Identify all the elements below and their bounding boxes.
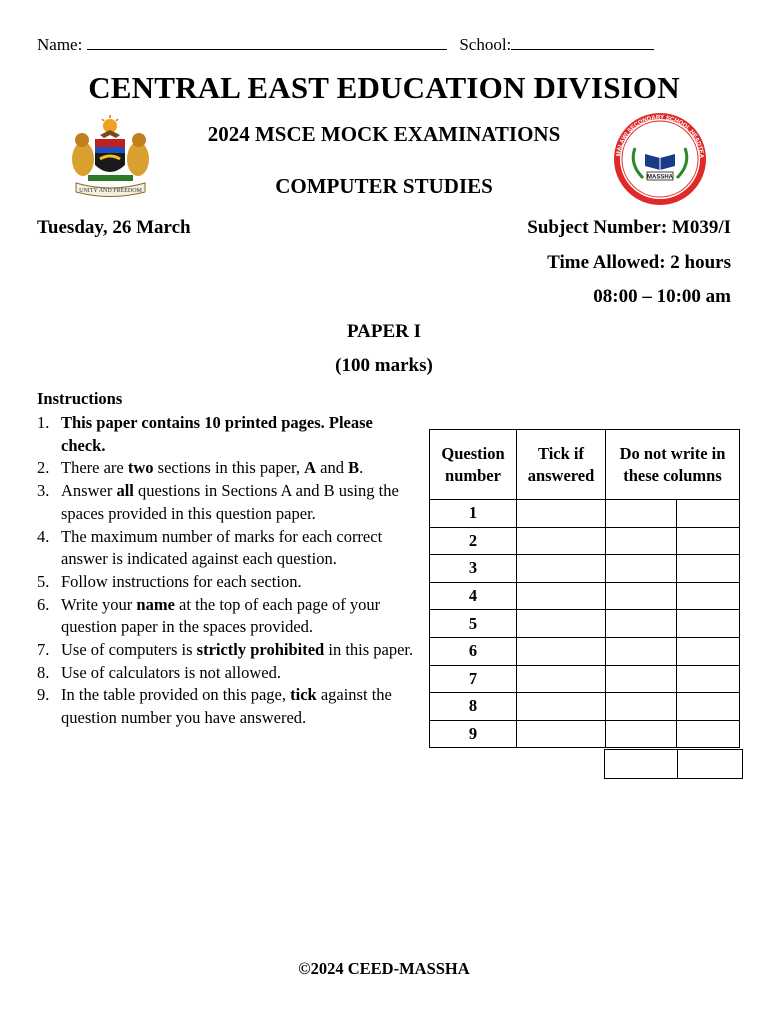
instruction-text: Use of calculators is not allowed. — [61, 662, 281, 682]
instruction-text: There are — [61, 458, 128, 478]
tick-cell[interactable] — [517, 500, 606, 528]
instruction-item — [37, 457, 417, 480]
instruction-text: questions in Sections A and B using the spaces provided in this question paper. — [61, 481, 399, 523]
examiner-cell — [606, 720, 677, 748]
instruction-text: A — [304, 458, 317, 478]
instruction-text: This paper contains 10 printed pages. Please check. — [61, 413, 373, 455]
instruction-number: 5. — [37, 571, 50, 591]
examiner-cell — [606, 693, 677, 721]
question-number-cell: 4 — [430, 582, 517, 610]
examiner-cell — [677, 665, 740, 693]
svg-text:MALAWI SECONDARY SCHOOL HEADTE: MALAWI SECONDARY SCHOOL HEADTEA — [616, 114, 705, 159]
table-row — [430, 610, 740, 638]
instruction-item — [37, 526, 417, 571]
tick-cell[interactable] — [517, 610, 606, 638]
examiner-cell — [606, 582, 677, 610]
table-row — [430, 555, 740, 583]
table-row — [430, 665, 740, 693]
tick-cell[interactable] — [517, 555, 606, 583]
examiner-cell — [606, 610, 677, 638]
question-number-cell: 5 — [430, 610, 517, 638]
name-school-line — [37, 33, 654, 55]
question-number-cell: 8 — [430, 693, 517, 721]
tick-cell[interactable] — [517, 637, 606, 665]
school-blank[interactable] — [511, 33, 654, 50]
instruction-text: B — [348, 458, 360, 478]
time-range: 08:00 – 10:00 am — [593, 286, 731, 307]
exam-title: 2024 MSCE MOCK EXAMINATIONS — [207, 122, 561, 146]
exam-date: Tuesday, 26 March — [37, 217, 191, 238]
header-tick-if-answered: Tick if answered — [517, 430, 606, 500]
tick-cell[interactable] — [517, 665, 606, 693]
instruction-item — [37, 662, 417, 685]
examiner-cell — [677, 555, 740, 583]
examiner-cell — [606, 637, 677, 665]
instruction-text: and — [316, 458, 349, 478]
instruction-number: 8. — [37, 662, 50, 682]
examiner-cell — [606, 500, 677, 528]
instruction-text: Use of computers is — [61, 640, 197, 660]
copyright-footer: ©2024 CEED-MASSHA — [298, 959, 470, 978]
name-label: Name: — [37, 35, 83, 54]
instructions-title: Instructions — [37, 389, 123, 408]
instruction-text: In the table provided on this page, — [61, 685, 291, 705]
instruction-text: . — [359, 458, 364, 478]
table-row — [430, 500, 740, 528]
question-number-cell: 3 — [430, 555, 517, 583]
instruction-text: all — [116, 481, 134, 501]
instruction-text: tick — [290, 685, 317, 705]
instruction-number: 9. — [37, 685, 50, 705]
instruction-item — [37, 684, 417, 729]
instruction-text: Follow instructions for each section. — [61, 571, 302, 591]
instruction-text: name — [136, 594, 175, 614]
examiner-cell — [677, 500, 740, 528]
time-allowed: Time Allowed: 2 hours — [547, 252, 731, 273]
instruction-item — [37, 412, 417, 457]
examiner-cell — [606, 555, 677, 583]
examiner-cell — [677, 527, 740, 555]
svg-text:MASSHA: MASSHA — [646, 174, 674, 181]
instruction-text: The maximum number of marks for each correct answer is indicated against each question. — [61, 526, 383, 569]
subject-number: Subject Number: M039/I — [527, 217, 731, 238]
instruction-item — [37, 639, 417, 662]
examiner-cell — [606, 527, 677, 555]
instruction-number: 6. — [37, 594, 50, 614]
instruction-number: 3. — [37, 481, 50, 501]
instruction-number: 1. — [37, 413, 50, 432]
instruction-number: 7. — [37, 640, 50, 660]
name-blank[interactable] — [87, 33, 447, 50]
question-table — [429, 429, 740, 748]
subject-title: COMPUTER STUDIES — [275, 174, 493, 198]
instruction-text: Answer — [61, 481, 117, 501]
instruction-text: against the question number you have answered. — [61, 685, 392, 728]
table-row — [430, 527, 740, 555]
examiner-cell — [677, 582, 740, 610]
tick-cell[interactable] — [517, 582, 606, 610]
instruction-text: in this paper. — [324, 640, 414, 660]
tick-cell[interactable] — [517, 527, 606, 555]
examiner-cell — [606, 665, 677, 693]
examiner-cell — [677, 720, 740, 748]
tick-cell[interactable] — [517, 720, 606, 748]
score-cell — [678, 750, 743, 779]
question-number-cell: 2 — [430, 527, 517, 555]
extra-score-row — [604, 749, 743, 779]
instruction-item — [37, 480, 417, 525]
instruction-number: 2. — [37, 458, 50, 478]
school-label: School: — [459, 35, 512, 54]
question-number-cell: 6 — [430, 637, 517, 665]
paper-name: PAPER I — [346, 321, 422, 342]
instruction-text: strictly prohibited — [196, 640, 325, 660]
table-row — [430, 582, 740, 610]
question-number-cell: 9 — [430, 720, 517, 748]
instruction-item — [37, 571, 417, 594]
examiner-cell — [677, 637, 740, 665]
header-do-not-write: Do not write in these columns — [606, 430, 740, 500]
paper-marks: (100 marks) — [335, 355, 433, 376]
table-row — [430, 693, 740, 721]
table-row — [430, 637, 740, 665]
question-number-cell: 1 — [430, 500, 517, 528]
header-question-number: Question number — [430, 430, 517, 500]
instruction-item — [37, 594, 417, 639]
instruction-number: 4. — [37, 526, 50, 546]
table-row — [430, 720, 740, 748]
tick-cell[interactable] — [517, 693, 606, 721]
svg-text:UNITY AND FREEDOM: UNITY AND FREEDOM — [79, 188, 142, 194]
instruction-text: sections in this paper, — [153, 458, 305, 478]
instruction-text: Write your — [61, 594, 137, 614]
instruction-text: two — [127, 458, 154, 478]
examiner-cell — [677, 693, 740, 721]
instructions-list — [37, 412, 417, 730]
examiner-cell — [677, 610, 740, 638]
instruction-text: at the top of each page of your question paper in the spaces provided. — [61, 594, 381, 637]
division-title: CENTRAL EAST EDUCATION DIVISION — [88, 70, 680, 105]
question-number-cell: 7 — [430, 665, 517, 693]
score-cell — [605, 750, 678, 779]
